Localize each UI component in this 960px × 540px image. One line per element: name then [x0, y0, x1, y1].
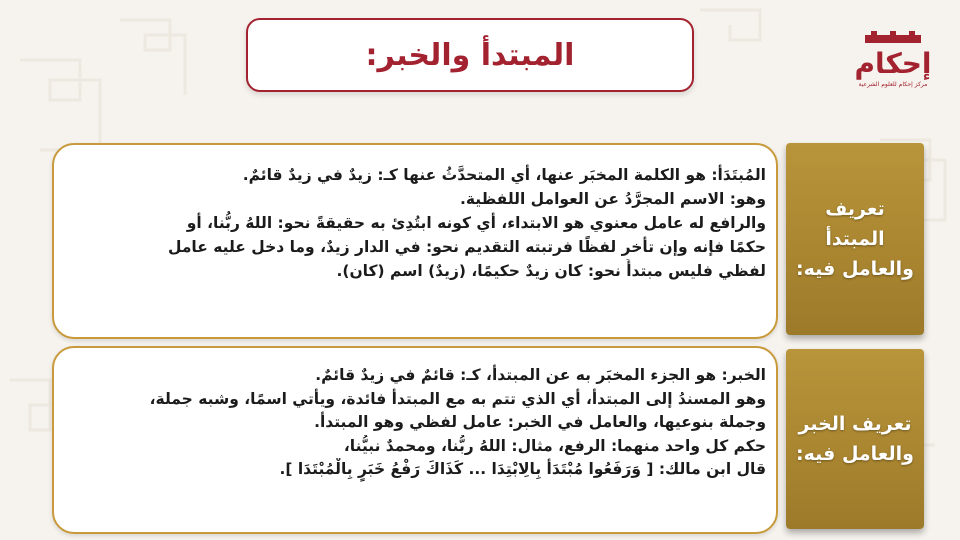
text-line: لفظي فليس مبتدأً نحو: كان زيدٌ حكيمًا، (زيدٌ) اسم (كان). [336, 262, 766, 280]
mubtada-heading-card [786, 143, 924, 335]
text-line: وجملة بنوعيها، والعامل في الخبر: عامل لفظي وهو المبتدأ. [314, 413, 766, 431]
title-box [246, 18, 694, 92]
logo [852, 28, 934, 94]
text-line: حكم كل واحد منهما: الرفع، مثال: اللهُ ربُّنا، ومحمدٌ نبيُّنا، [343, 436, 766, 455]
page-title: المبتدأ والخبر: [365, 37, 575, 73]
building-icon [863, 31, 923, 43]
text-line: وهو المسندُ إلى المبتدأ، أي الذي تتم به مع المبتدأ فائدة، ويأتي اسمًا، وشبه جملة، [149, 389, 766, 408]
mubtada-heading: تعريف المبتدأ والعامل فيه: [796, 198, 914, 280]
mubtada-definition-panel [52, 143, 778, 339]
khabar-definition-panel [52, 346, 778, 534]
logo-name: إحكام [854, 47, 932, 80]
text-line: والرافع له عامل معنوي هو الابتداء، أي كونه ابتُدِئ به حقيقةً نحو: اللهُ ربُّنا، أو [186, 214, 766, 232]
logo-subtitle: مركز إحكام للعلوم الشرعية [858, 81, 928, 88]
text-line: وهو: الاسم المجرَّدُ عن العوامل اللفظية. [459, 190, 766, 208]
text-line: قال ابن مالك: [ وَرَفَعُوا مُبْتَدَأً بِالِابْتِدَا ... كَذَاكَ رَفْعُ خَبَرٍ بِالْمُبْتَدَا ]. [279, 460, 766, 478]
text-line: المُبتَدَأ: هو الكلمة المخبَر عنها، أي المتحدَّثُ عنها كـ: زيدٌ في زيدٌ قائمٌ. [242, 166, 766, 184]
text-line: حكمًا فإنه وإن تأخر لفظًا فرتبته التقديم نحو: في الدار زيدٌ، وما دخل عليه عامل [167, 238, 766, 256]
khabar-heading: تعريف الخبر والعامل فيه: [796, 413, 914, 465]
khabar-heading-card [786, 349, 924, 529]
text-line: الخبر: هو الجزء المخبَر به عن المبتدأ، كـ: قائمٌ في زيدٌ قائمٌ. [315, 366, 766, 384]
